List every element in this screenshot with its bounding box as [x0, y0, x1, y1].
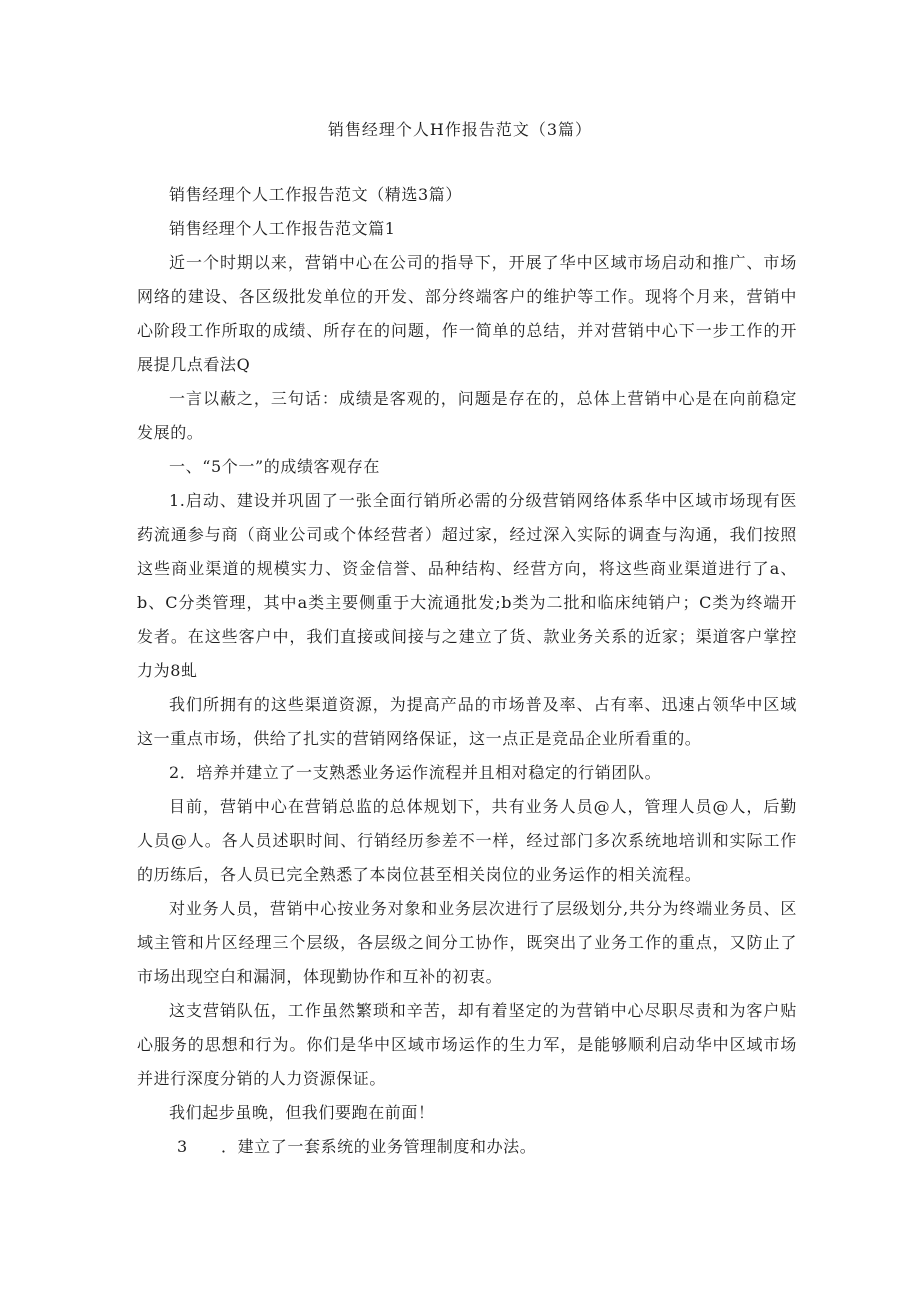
paragraph: 1.启动、建设并巩固了一张全面行销所必需的分级营销网络体系华中区域市场现有医药流通参与商（商业公司或个体经营者）超过家，经过深入实际的调查与沟通，我们按照这些商业渠道的规模实力、资金信誉、品种结构、经营方向，将这些商业渠道进行了a、b、C分类管理，其中a类主要侧重于大流通批发;b类为二批和临床纯销户；C类为终端开发者。在这些客户中，我们直接或间接与之建立了货、款业务关系的近家；渠道客户掌控力为8虬	[137, 491, 797, 680]
document-body	[137, 178, 797, 1164]
doc-subtitle: 销售经理个人工作报告范文（精选3篇）	[169, 185, 462, 204]
paragraph: 对业务人员，营销中心按业务对象和业务层次进行了层级划分,共分为终端业务员、区域主管和片区经理三个层级，各层级之间分工协作，既突出了业务工作的重点，又防止了市场出现空白和漏洞，体现勤协作和互补的初衷。	[137, 899, 797, 986]
section-heading: 一、“5个一”的成绩客观存在	[169, 457, 380, 476]
numbered-item: 2．培养并建立了一支熟悉业务运作流程并且相对稳定的行销团队。	[169, 763, 662, 782]
paragraph: 这支营销队伍，工作虽然繁琐和辛苦，却有着坚定的为营销中心尽职尽责和为客户贴心服务的思想和行为。你们是华中区域市场运作的生力军，是能够顺利启动华中区域市场并进行深度分销的人力资源保证。	[137, 1001, 797, 1088]
paragraph: 我们起步虽晚，但我们要跑在前面！	[169, 1103, 435, 1122]
section-heading: 销售经理个人工作报告范文篇1	[169, 219, 396, 238]
paragraph: 目前，营销中心在营销总监的总体规划下，共有业务人员@人，管理人员@人，后勤人员@人。各人员述职时间、行销经历参差不一样，经过部门多次系统地培训和实际工作的历练后，各人员已完全熟悉了本岗位甚至相关岗位的业务运作的相关流程。	[137, 797, 797, 884]
paragraph: 近一个时期以来，营销中心在公司的指导下，开展了华中区域市场启动和推广、市场网络的建设、各区级批发单位的开发、部分终端客户的维护等工作。现将个月来，营销中心阶段工作所取的成绩、所存在的问题，作一简单的总结，并对营销中心下一步工作的开展提几点看法Q	[137, 253, 797, 374]
document-title: 销售经理个人H作报告范文（3篇）	[327, 120, 593, 139]
paragraph: 一言以蔽之，三句话：成绩是客观的，问题是存在的，总体上营销中心是在向前稳定发展的。	[137, 389, 797, 442]
numbered-item: 3 ．建立了一套系统的业务管理制度和办法。	[177, 1137, 537, 1156]
paragraph: 我们所拥有的这些渠道资源，为提高产品的市场普及率、占有率、迅速占领华中区域这一重点市场，供给了扎实的营销网络保证，这一点正是竞品企业所看重的。	[137, 695, 797, 748]
